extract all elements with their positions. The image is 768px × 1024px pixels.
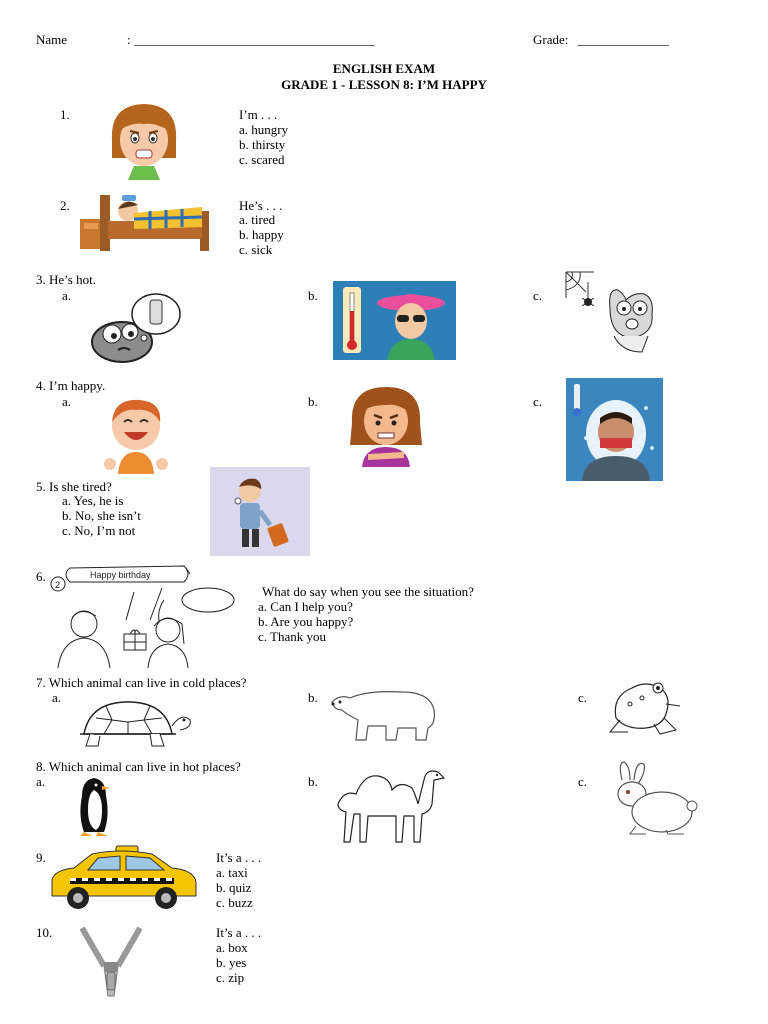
q9-stem: It’s a . . . <box>216 850 262 865</box>
q9-number: 9. <box>36 850 46 865</box>
q6-option-c[interactable]: c. Thank you <box>258 629 326 644</box>
q7-option-c[interactable]: c. <box>578 690 588 705</box>
q6-bubble-number: 2 <box>55 580 61 590</box>
q1-stem: I’m . . . <box>239 107 278 122</box>
penguin-image <box>76 776 112 838</box>
cold-boy-image <box>566 378 663 481</box>
q4-option-b[interactable]: b. <box>308 394 318 409</box>
q9-option-a[interactable]: a. taxi <box>216 865 248 880</box>
hot-woman-thermometer-image <box>333 281 456 360</box>
q6-option-a[interactable]: a. Can I help you? <box>258 599 353 614</box>
q10-stem: It’s a . . . <box>216 925 262 940</box>
q9-option-c[interactable]: c. buzz <box>216 895 253 910</box>
q3-option-c[interactable]: c. <box>533 288 543 303</box>
q5-option-a[interactable]: a. Yes, he is <box>62 493 124 508</box>
angry-girl-image <box>344 383 428 467</box>
q8-option-b[interactable]: b. <box>308 774 318 789</box>
q10-option-c[interactable]: c. zip <box>216 970 245 985</box>
q6-bubble-text: Happy birthday <box>90 570 151 580</box>
thirsty-cartoon-image <box>88 290 184 368</box>
q6-number: 6. <box>36 569 46 584</box>
q10-option-b[interactable]: b. yes <box>216 955 247 970</box>
q10-option-a[interactable]: a. box <box>216 940 248 955</box>
exam-subtitle: GRADE 1 - LESSON 8: I’M HAPPY <box>281 77 487 92</box>
q2-stem: He’s . . . <box>239 198 283 213</box>
q1-option-a[interactable]: a. hungry <box>239 122 289 137</box>
birthday-gift-scene-image <box>44 560 236 668</box>
exam-title: ENGLISH EXAM <box>332 61 436 76</box>
zip-image <box>80 926 142 998</box>
q4-prompt: 4. I’m happy. <box>36 378 106 393</box>
q6-stem: What do say when you see the situation? <box>262 584 474 599</box>
q9-option-b[interactable]: b. quiz <box>216 880 252 895</box>
q7-option-a[interactable]: a. <box>52 690 62 705</box>
grade-field[interactable]: ______________ <box>578 32 669 47</box>
q5-prompt: 5. Is she tired? <box>36 479 112 494</box>
q8-option-c[interactable]: c. <box>578 774 588 789</box>
polar-bear-image <box>328 684 440 742</box>
frog-image <box>606 678 682 736</box>
turtle-image <box>76 698 192 750</box>
rabbit-image <box>606 760 698 836</box>
name-label: Name <box>36 32 68 47</box>
q7-prompt: 7. Which animal can live in cold places? <box>36 675 247 690</box>
q5-option-b[interactable]: b. No, she isn’t <box>62 508 141 523</box>
sick-boy-bed-image <box>80 183 210 253</box>
q10-number: 10. <box>36 925 53 940</box>
q8-option-a[interactable]: a. <box>36 774 46 789</box>
q3-prompt: 3. He’s hot. <box>36 272 96 287</box>
q1-option-c[interactable]: c. scared <box>239 152 285 167</box>
q2-number: 2. <box>60 198 70 213</box>
q1-number: 1. <box>60 107 70 122</box>
q4-option-a[interactable]: a. <box>62 394 72 409</box>
q5-option-c[interactable]: c. No, I’m not <box>62 523 136 538</box>
q3-option-a[interactable]: a. <box>62 288 72 303</box>
grade-label: Grade: <box>533 32 569 47</box>
q1-option-b[interactable]: b. thirsty <box>239 137 286 152</box>
q4-option-c[interactable]: c. <box>533 394 543 409</box>
scared-girl-image <box>104 100 184 180</box>
name-colon: : <box>127 32 131 47</box>
taxi-image <box>48 842 198 912</box>
name-field[interactable]: _____________________________________ <box>134 32 375 47</box>
q7-option-b[interactable]: b. <box>308 690 318 705</box>
q8-prompt: 8. Which animal can live in hot places? <box>36 759 241 774</box>
scared-cat-spider-image <box>564 270 660 354</box>
tired-traveler-image <box>210 467 310 556</box>
happy-boy-image <box>96 394 176 474</box>
q6-option-b[interactable]: b. Are you happy? <box>258 614 354 629</box>
camel-image <box>334 764 446 844</box>
q2-option-c[interactable]: c. sick <box>239 242 273 257</box>
q2-option-a[interactable]: a. tired <box>239 212 276 227</box>
q3-option-b[interactable]: b. <box>308 288 318 303</box>
q2-option-b[interactable]: b. happy <box>239 227 284 242</box>
